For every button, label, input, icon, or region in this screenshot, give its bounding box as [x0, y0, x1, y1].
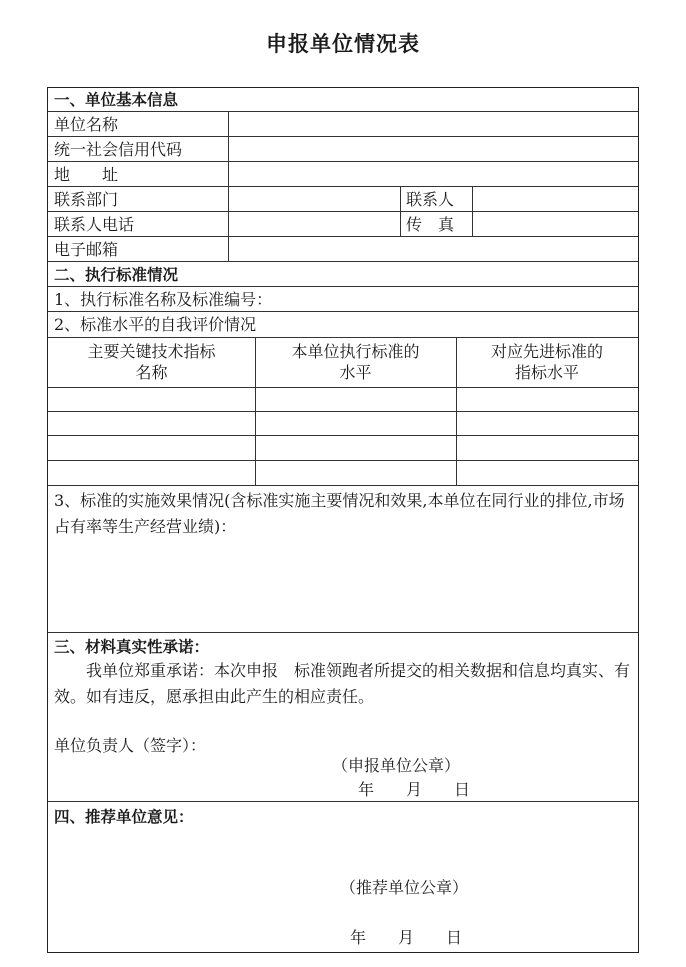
promise-text: 我单位郑重承诺：本次申报 标准领跑者所提交的相关数据和信息均真实、有效。如有违反，愿承担由此产生的相应责任。: [54, 661, 631, 706]
table-header-indicator: 主要关键技术指标 名称: [87, 342, 216, 382]
page-title: 申报单位情况表: [266, 32, 420, 56]
section1-heading: 一、单位基本信息: [54, 91, 179, 109]
email-field[interactable]: [230, 238, 636, 260]
contact-person-label: 联系人: [406, 190, 455, 209]
department-label: 联系部门: [54, 190, 119, 209]
applicant-date: 年 月 日: [358, 780, 471, 799]
application-form: [47, 87, 639, 953]
section2-heading: 二、执行标准情况: [54, 266, 179, 284]
signature-label: 单位负责人（签字）：: [54, 736, 207, 755]
address-label: 地 址: [54, 165, 119, 184]
fax-field[interactable]: [474, 213, 636, 235]
table-header-own-level: 本单位执行标准的 水平: [291, 342, 420, 382]
unit-name-field[interactable]: [230, 113, 636, 135]
credit-code-field[interactable]: [230, 138, 636, 160]
department-field[interactable]: [230, 188, 398, 210]
table-row[interactable]: [50, 389, 636, 410]
recommender-date: 年 月 日: [350, 928, 463, 947]
address-field[interactable]: [230, 163, 636, 185]
applicant-seal-label: （申报单位公章）: [332, 756, 461, 775]
unit-name-label: 单位名称: [54, 115, 119, 134]
standard-name-item: 1、执行标准名称及标准编号：: [54, 290, 273, 309]
email-label: 电子邮箱: [54, 240, 119, 259]
section3-heading: 三、材料真实性承诺：: [54, 638, 210, 656]
self-evaluation-item: 2、标准水平的自我评价情况: [54, 315, 257, 334]
contact-phone-label: 联系人电话: [54, 215, 135, 234]
implementation-effect-item: 3、标准的实施效果情况(含标准实施主要情况和效果,本单位在同行业的排位,市场占有率等生产经营业绩)：: [54, 491, 625, 536]
table-row[interactable]: [50, 437, 636, 458]
implementation-effect-field[interactable]: [50, 544, 636, 630]
table-row[interactable]: [50, 413, 636, 434]
table-header-advanced-level: 对应先进标准的 指标水平: [490, 342, 603, 382]
recommender-seal-label: （推荐单位公章）: [340, 878, 469, 897]
fax-label: 传 真: [406, 215, 455, 234]
credit-code-label: 统一社会信用代码: [54, 140, 183, 159]
recommendation-field[interactable]: [50, 830, 636, 880]
contact-person-field[interactable]: [474, 188, 636, 210]
table-row[interactable]: [50, 462, 636, 483]
contact-phone-field[interactable]: [230, 213, 398, 235]
section4-heading: 四、推荐单位意见：: [54, 808, 194, 826]
